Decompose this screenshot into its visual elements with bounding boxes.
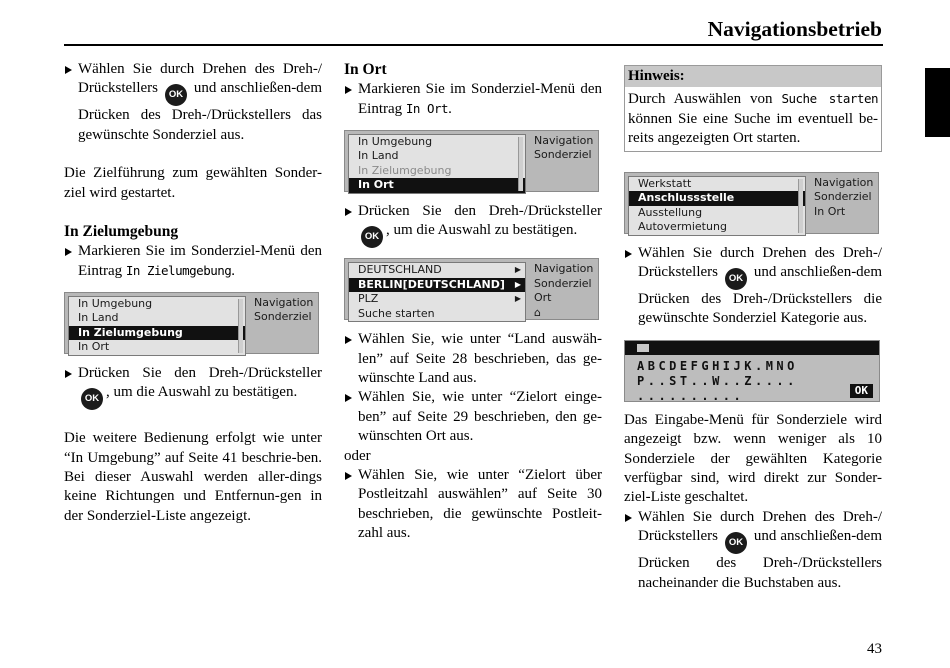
text: Wählen Sie durch Drehen des Dreh-/ Drückstellers — [638, 244, 882, 281]
menu-row: In Umgebung — [358, 134, 433, 148]
instruction-rotate-category — [624, 244, 882, 329]
menu-row: In Ort — [78, 340, 110, 354]
menu-row: Autovermietung — [638, 220, 727, 234]
side-label: Navigation — [534, 262, 594, 276]
letter-row: ABCDEFGHIJK.MNO — [637, 358, 798, 373]
text: Drücken Sie den Dreh-/Drücksteller — [358, 202, 602, 219]
menu-row — [349, 307, 525, 322]
nav-screen-sonderziel-in-ort — [344, 130, 599, 192]
text: und anschließen-dem Drücken des Dreh-/Drückstellers die gewünschte Sonderziel Kategorie aus. — [638, 264, 883, 327]
menu-row-selected: In Ort — [349, 178, 525, 193]
text: Wählen Sie durch Drehen des Dreh-/ Drückstellers — [78, 61, 322, 97]
note-body — [625, 87, 881, 150]
home-icon: ⌂ — [534, 305, 541, 319]
letter-input-screen — [624, 340, 880, 402]
ok-key: OK — [850, 384, 873, 398]
chapter-tab-marker — [925, 68, 950, 137]
instruction-press-confirm — [64, 364, 322, 410]
menu-row: Werkstatt — [638, 176, 692, 190]
menu-row: In Land — [358, 149, 399, 163]
menu-row-selected — [349, 278, 525, 293]
column-1 — [64, 60, 322, 526]
section-heading-in-ort: In Ort — [344, 61, 387, 78]
text: Drücken Sie den Dreh-/Drücksteller — [78, 364, 322, 381]
ok-button-icon: OK — [165, 84, 187, 106]
arrow-right-icon: ▶ — [514, 265, 521, 275]
page-number: 43 — [867, 641, 882, 657]
ok-button-icon: OK — [725, 532, 747, 554]
nav-screen-category-list — [624, 172, 879, 234]
text: . — [231, 263, 236, 280]
side-label: Navigation — [814, 175, 874, 189]
text-oder: oder — [344, 447, 371, 464]
menu-list — [348, 134, 526, 194]
instruction-mark-entry — [64, 242, 322, 282]
instruction-select-country: Wählen Sie, wie unter “Land auswäh-len” auf Seite 28 beschrieben, das ge-wünschte Land aus. — [344, 330, 602, 388]
ok-button-icon: OK — [725, 268, 747, 290]
text: Durch Auswählen von — [628, 91, 773, 108]
ok-button-icon: OK — [81, 388, 103, 410]
input-bar — [625, 341, 879, 355]
paragraph-input-menu: Das Eingabe-Menü für Sonderziele wird angezeigt bzw. wenn weniger als 10 Sonderziele der gewählten Kategorie verfügbar sind, wird direkt zur Sonder-ziel-Liste geschaltet. — [624, 411, 882, 506]
nav-screen-sonderziel-zielumgebung — [64, 292, 319, 354]
menu-row: In Land — [78, 311, 119, 325]
menu-row-selected: In Zielumgebung — [69, 326, 245, 341]
instruction-select-city: Wählen Sie, wie unter “Zielort einge-ben” auf Seite 29 beschrieben, den ge-wünschten Ort aus. — [344, 388, 602, 446]
paragraph-guidance-started: Die Zielführung zum gewählten Sonder-ziel wird gestartet. — [64, 165, 322, 201]
menu-row-disabled: In Zielumgebung — [358, 163, 452, 177]
text: Markieren Sie im Sonderziel-Menü den Eintrag — [358, 81, 602, 118]
side-label: In Ort — [814, 204, 846, 218]
row-label: BERLIN[DEUTSCHLAND] — [358, 277, 505, 291]
menu-entry-code: In Zielumgebung — [125, 263, 232, 279]
screen-side-labels — [534, 134, 593, 163]
instruction-mark-entry — [344, 80, 602, 120]
header-rule — [64, 44, 883, 46]
side-label: Sonderziel — [534, 148, 592, 162]
instruction-press-confirm — [344, 202, 602, 248]
ok-button-icon: OK — [361, 226, 383, 248]
text: , um die Auswahl zu bestätigen. — [386, 222, 578, 239]
menu-list — [628, 176, 806, 236]
side-label: Sonderziel — [534, 276, 592, 290]
row-label: PLZ — [358, 292, 379, 306]
text: Wählen Sie durch Drehen des Dreh-/ Drückstellers — [638, 508, 882, 545]
menu-row — [349, 263, 525, 278]
menu-list — [68, 296, 246, 356]
screen-side-labels — [534, 262, 593, 320]
side-label: Ort — [534, 291, 552, 305]
row-label: DEUTSCHLAND — [358, 263, 442, 277]
screen-side-labels — [254, 296, 313, 325]
section-heading-zielumgebung: In Zielumgebung — [64, 223, 179, 241]
column-2 — [344, 60, 602, 544]
text: können Sie eine Suche im eventuell be-reits angezeigten Ort starten. — [628, 110, 878, 147]
column-3 — [624, 60, 882, 593]
side-label: Navigation — [534, 133, 594, 147]
instruction-select-postcode: Wählen Sie, wie unter “Zielort über Postleitzahl auswählen” auf Seite 30 beschrieben, die gewünschte Postleit-zahl aus. — [344, 466, 602, 544]
instruction-select-letters — [624, 508, 882, 593]
menu-row — [349, 292, 525, 307]
text: , um die Auswahl zu bestätigen. — [106, 384, 298, 401]
text: und anschließen-dem Drücken des Dreh-/Drückstellers nacheinander die Buchstaben aus. — [638, 528, 883, 591]
note-box — [624, 65, 882, 152]
note-title: Hinweis: — [625, 66, 881, 87]
scrollbar — [518, 137, 523, 191]
letter-row: P..ST..W..Z.... — [637, 373, 798, 388]
instruction-rotate-select — [64, 60, 322, 145]
text: Markieren Sie im Sonderziel-Menü den Eintrag — [78, 243, 322, 280]
arrow-right-icon: ▶ — [514, 279, 521, 289]
menu-list — [348, 262, 526, 322]
menu-entry-code: In Ort — [405, 101, 449, 117]
page-title: Navigationsbetrieb — [707, 17, 882, 41]
nav-screen-ort-selection — [344, 258, 599, 320]
side-label: Navigation — [254, 295, 314, 309]
letter-row: .......... — [637, 388, 745, 403]
menu-row-selected: Anschlussstelle — [629, 191, 805, 206]
text: und anschließen-dem Drücken des Dreh-/Drückstellers das gewünschte Sonderziel aus. — [78, 80, 323, 143]
menu-row: Ausstellung — [638, 205, 703, 219]
menu-entry-code: Suche starten — [781, 91, 878, 107]
menu-row: In Umgebung — [78, 296, 153, 310]
arrow-right-icon: ▶ — [514, 294, 521, 304]
screen-side-labels — [814, 176, 873, 220]
side-label: Sonderziel — [254, 310, 312, 324]
row-label: Suche starten — [358, 306, 435, 320]
flag-icon — [637, 344, 649, 352]
text: . — [448, 101, 452, 118]
scrollbar — [798, 179, 803, 233]
scrollbar — [238, 299, 243, 353]
paragraph-further-operation: Die weitere Bedienung erfolgt wie unter “In Umgebung” auf Seite 41 beschrie-ben. Bei dieser Auswahl werden aller-dings keine Richtungen und Entfernun-gen in der Sonderziel-Liste angezeigt. — [64, 430, 322, 524]
side-label: Sonderziel — [814, 190, 872, 204]
